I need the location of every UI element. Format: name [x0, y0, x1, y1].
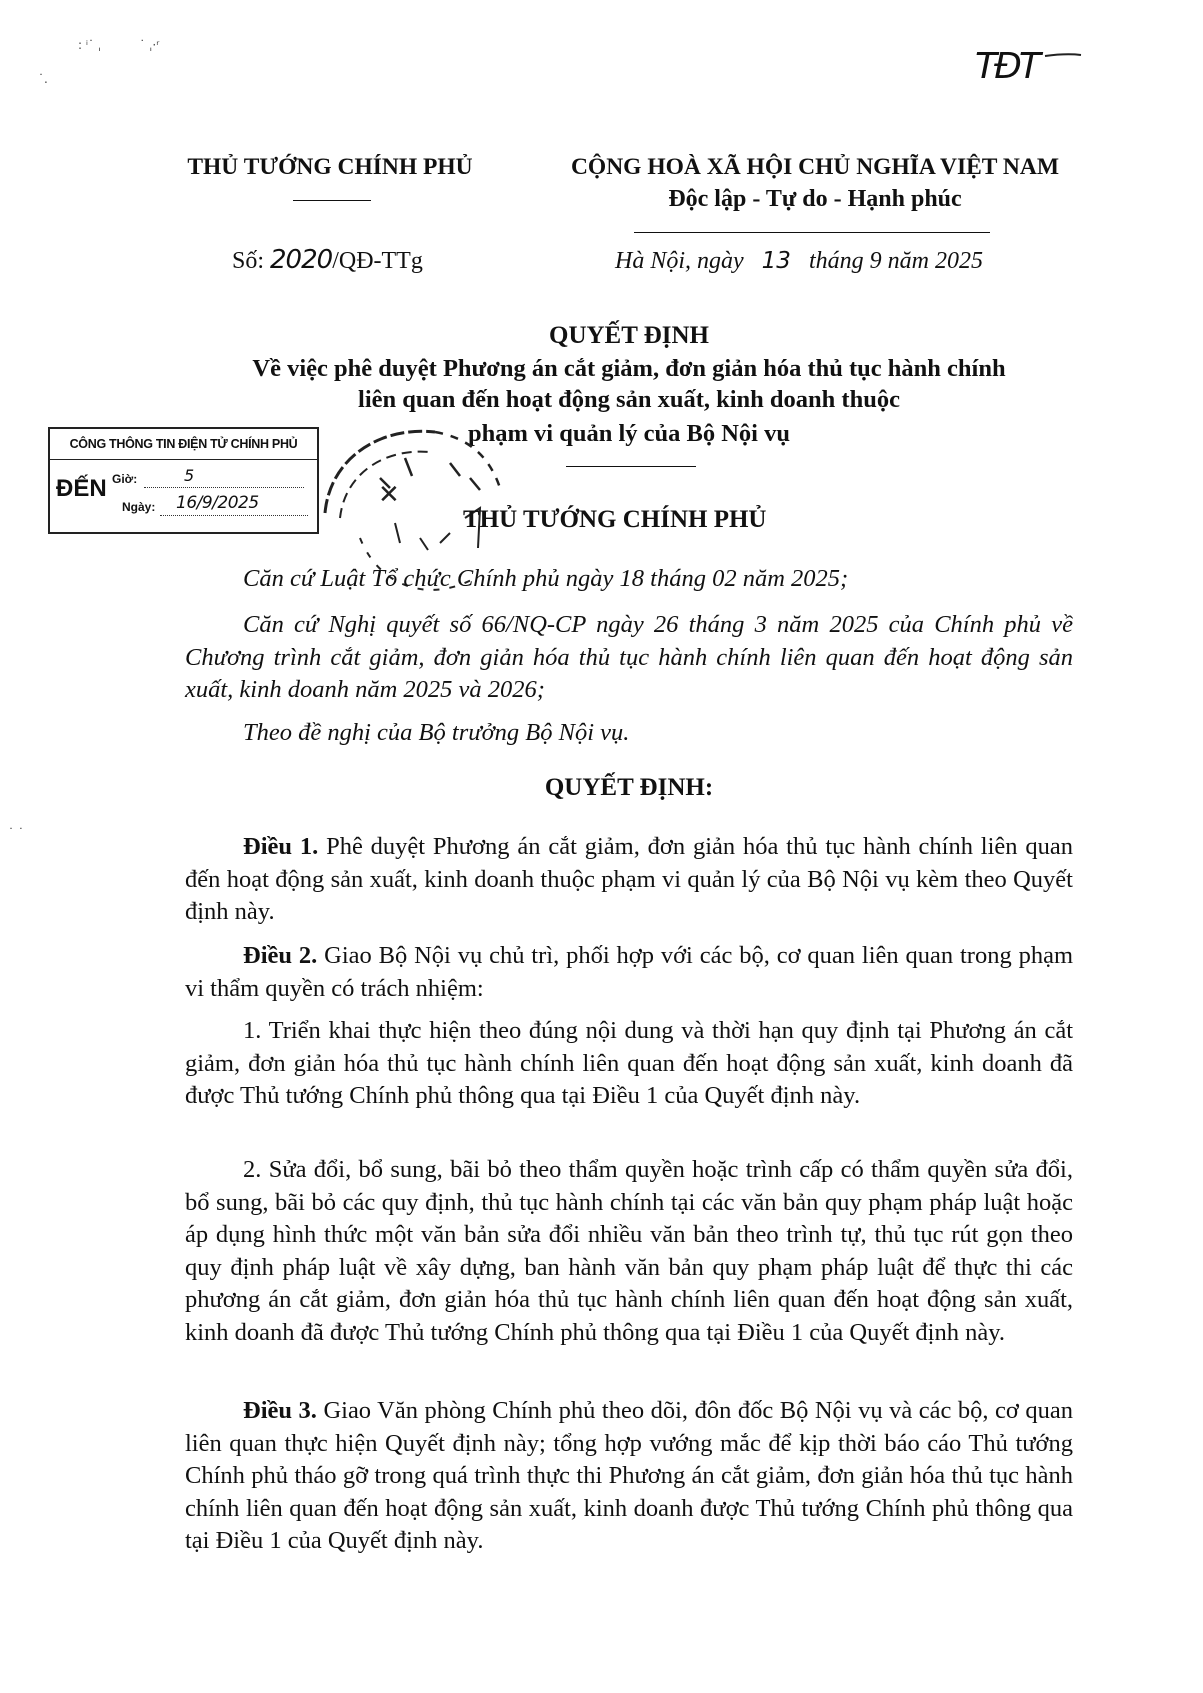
scan-noise: ˙. — [38, 72, 48, 86]
article-3-label: Điều 3. — [243, 1397, 317, 1424]
legal-basis-1: Căn cứ Luật Tổ chức Chính phủ ngày 18 tháng 02 năm 2025; — [243, 565, 849, 592]
date-suffix: tháng 9 năm 2025 — [808, 248, 983, 274]
stamp-gio-value: 5 — [184, 466, 195, 485]
issuer-underline — [293, 200, 371, 201]
motto-underline — [634, 232, 990, 233]
corner-initials: TĐT — [975, 46, 1038, 87]
subject-line-1: Về việc phê duyệt Phương án cắt giảm, đơn giản hóa thủ tục hành chính — [252, 355, 1006, 382]
stamp-ngay-label: Ngày: — [122, 500, 156, 514]
stamp-ngay-value: 16/9/2025 — [176, 493, 259, 513]
number-suffix: /QĐ-TTg — [332, 248, 423, 274]
issuer-title: THỦ TƯỚNG CHÍNH PHỦ — [187, 154, 473, 180]
article-2 — [185, 940, 1073, 1005]
article-1-label: Điều 1. — [243, 833, 319, 860]
stamp-den: ĐẾN — [56, 475, 107, 502]
article-2-item-2: 2. Sửa đổi, bổ sung, bãi bỏ theo thẩm quyền hoặc trình cấp có thẩm quyền sửa đổi, bổ sung, bãi bỏ các quy định, thủ tục hành chính tại các văn bản quy phạm pháp luật hoặc áp dụng hình thức một văn bản sửa đổi nhiều văn bản theo trình tự, thủ tục rút gọn theo quy định pháp luật về xây dựng, ban hành văn bản quy phạm pháp luật để thực thi các phương án cắt giảm, đơn giản hóa thủ tục hành chính liên quan đến hoạt động sản xuất, kinh doanh đã được Thủ tướng Chính phủ thông qua tại Điều 1 của Quyết định này. — [185, 1156, 1073, 1346]
document-number — [232, 245, 423, 275]
article-1-text: Phê duyệt Phương án cắt giảm, đơn giản hóa thủ tục hành chính liên quan đến hoạt động sản xuất, kinh doanh thuộc phạm vi quản lý của Bộ Nội vụ kèm theo Quyết định này. — [185, 833, 1074, 925]
initials-flourish — [975, 50, 1085, 90]
subject-line-3: phạm vi quản lý của Bộ Nội vụ — [468, 420, 790, 447]
stamp-gio-line — [144, 487, 304, 488]
article-3 — [185, 1395, 1073, 1558]
legal-basis-2: Căn cứ Nghị quyết số 66/NQ-CP ngày 26 tháng 3 năm 2025 của Chính phủ về Chương trình cắt giảm, đơn giản hóa thủ tục hành chính liên quan đến hoạt động sản xuất, kinh doanh năm 2025 và 2026; — [185, 611, 1073, 703]
decision-heading: QUYẾT ĐỊNH: — [544, 774, 714, 801]
article-2-item-1: 1. Triển khai thực hiện theo đúng nội dung và thời hạn quy định tại Phương án cắt giảm, đơn giản hóa thủ tục hành chính liên quan đến hoạt động sản xuất, kinh doanh đã được Thủ tướng Chính phủ thông qua tại Điều 1 của Quyết định này. — [185, 1017, 1073, 1109]
document-type: QUYẾT ĐỊNH — [549, 322, 709, 349]
issuing-authority: THỦ TƯỚNG CHÍNH PHỦ — [463, 506, 767, 533]
legal-basis-3: Theo đề nghị của Bộ trưởng Bộ Nội vụ. — [243, 719, 630, 746]
article-2-text: Giao Bộ Nội vụ chủ trì, phối hợp với các bộ, cơ quan liên quan trong phạm vi thẩm quyền có trách nhiệm: — [185, 942, 1074, 1002]
scan-noise: : ⁱ˙ ˌ ˙ ˌ·ʳ — [78, 38, 160, 52]
country-title: CỘNG HOÀ XÃ HỘI CHỦ NGHĨA VIỆT NAM — [570, 154, 1060, 180]
number-prefix: Số: — [232, 248, 271, 274]
scan-noise: ˙ ˙ — [8, 826, 24, 840]
svg-text:✕: ✕ — [378, 480, 400, 510]
stamp-ngay-line — [160, 515, 308, 516]
number-handwritten: 2020 — [270, 245, 333, 275]
date-day-handwritten: 13 — [761, 248, 791, 274]
stamp-gio-label: Giờ: — [112, 472, 138, 486]
document-date — [615, 248, 983, 275]
received-stamp — [48, 427, 319, 534]
national-motto: Độc lập - Tự do - Hạnh phúc — [668, 186, 962, 212]
stamp-organization: CÔNG THÔNG TIN ĐIỆN TỬ CHÍNH PHỦ — [50, 429, 317, 460]
title-underline — [566, 466, 696, 467]
subject-line-2: liên quan đến hoạt động sản xuất, kinh doanh thuộc — [358, 386, 900, 413]
article-2-label: Điều 2. — [243, 942, 318, 969]
article-3-text: Giao Văn phòng Chính phủ theo dõi, đôn đốc Bộ Nội vụ và các bộ, cơ quan liên quan thực hiện Quyết định này; tổng hợp vướng mắc để kịp thời báo cáo Thủ tướng Chính phủ tháo gỡ trong quá trình thực thi Phương án cắt giảm, đơn giản hóa thủ tục hành chính liên quan đến hoạt động sản xuất, kinh doanh được Thủ tướng Chính phủ thông qua tại Điều 1 của Quyết định này. — [185, 1397, 1074, 1554]
article-1 — [185, 831, 1073, 929]
date-prefix: Hà Nội, ngày — [615, 248, 744, 274]
